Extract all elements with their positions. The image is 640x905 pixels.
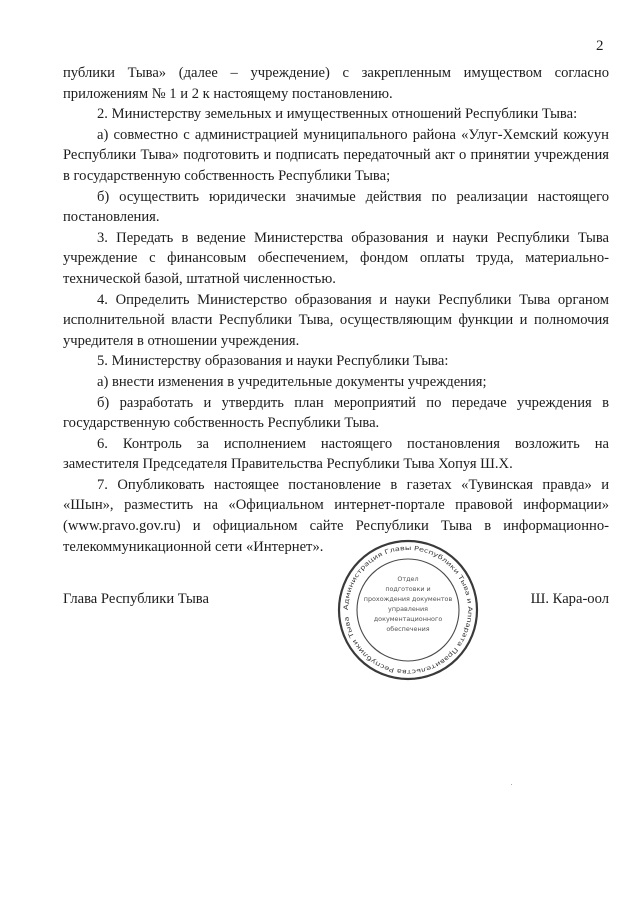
paragraph-item-2b: б) осуществить юридически значимые действия по реализации настоящего постановления. xyxy=(63,188,609,226)
paragraph-item-5b: б) разработать и утвердить план мероприятий по передаче учреждения в государственную собственность Республики Тыва. xyxy=(63,394,609,432)
document-body xyxy=(63,63,609,557)
signatory-position: Глава Республики Тыва xyxy=(63,591,209,607)
paragraph-item-2a: а) совместно с администрацией муниципального района «Улуг-Хемский кожуун Республики Тыва» подготовить и подписать передаточный акт о принятии учреждения в государственную собственность Республики Тыва; xyxy=(63,126,609,184)
stamp-center-line: управления xyxy=(388,605,428,613)
paragraph-item-5a: а) внести изменения в учредительные документы учреждения; xyxy=(97,373,487,390)
paragraph-item-7: 7. Опубликовать настоящее постановление в газетах «Тувинская правда» и «Шын», разместить на «Официальном интернет-портале правовой информации» (www.pravo.gov.ru) и официальном сайте Республики Тыва в информационно-телекоммуникационной сети «Интернет». xyxy=(63,476,609,555)
stamp-center-text xyxy=(364,575,453,633)
stamp-center-line: подготовки и xyxy=(385,585,431,593)
stamp-center-line: прохождения документов xyxy=(363,595,453,603)
paragraph-item-6: 6. Контроль за исполнением настоящего постановления возложить на заместителя Председателя Правительства Республики Тыва Хопуя Ш.Х. xyxy=(63,435,609,473)
signatory-name: Ш. Кара-оол xyxy=(530,591,609,607)
stamp-center-line: обеспечения xyxy=(386,625,430,633)
page-number: 2 xyxy=(596,38,604,54)
paragraph-item-4: 4. Определить Министерство образования и науки Республики Тыва органом исполнительной власти Республики Тыва, осуществляющим функции и полномочия учредителя в отношении учреждения. xyxy=(63,291,609,349)
stamp-center-line: Отдел xyxy=(397,575,419,583)
stamp-center-line: документационного xyxy=(373,615,443,623)
paragraph-item-2: 2. Министерству земельных и имущественных отношений Республики Тыва: xyxy=(97,106,578,123)
stamp-ring-text: Администрация Главы Республики Тыва и Аппарата Правительства Республики Тыва xyxy=(342,544,474,676)
scan-speck xyxy=(511,784,512,785)
paragraph-continuation: публики Тыва» (далее – учреждение) с закрепленным имуществом согласно приложениям № 1 и 2 к настоящему постановлению. xyxy=(63,65,609,102)
official-stamp xyxy=(336,538,480,682)
paragraph-item-3: 3. Передать в ведение Министерства образования и науки Республики Тыва учреждение с финансовым обеспечением, фондом оплаты труда, материально-технической базой, штатной численностью. xyxy=(63,229,609,287)
paragraph-item-5: 5. Министерству образования и науки Республики Тыва: xyxy=(97,353,449,370)
